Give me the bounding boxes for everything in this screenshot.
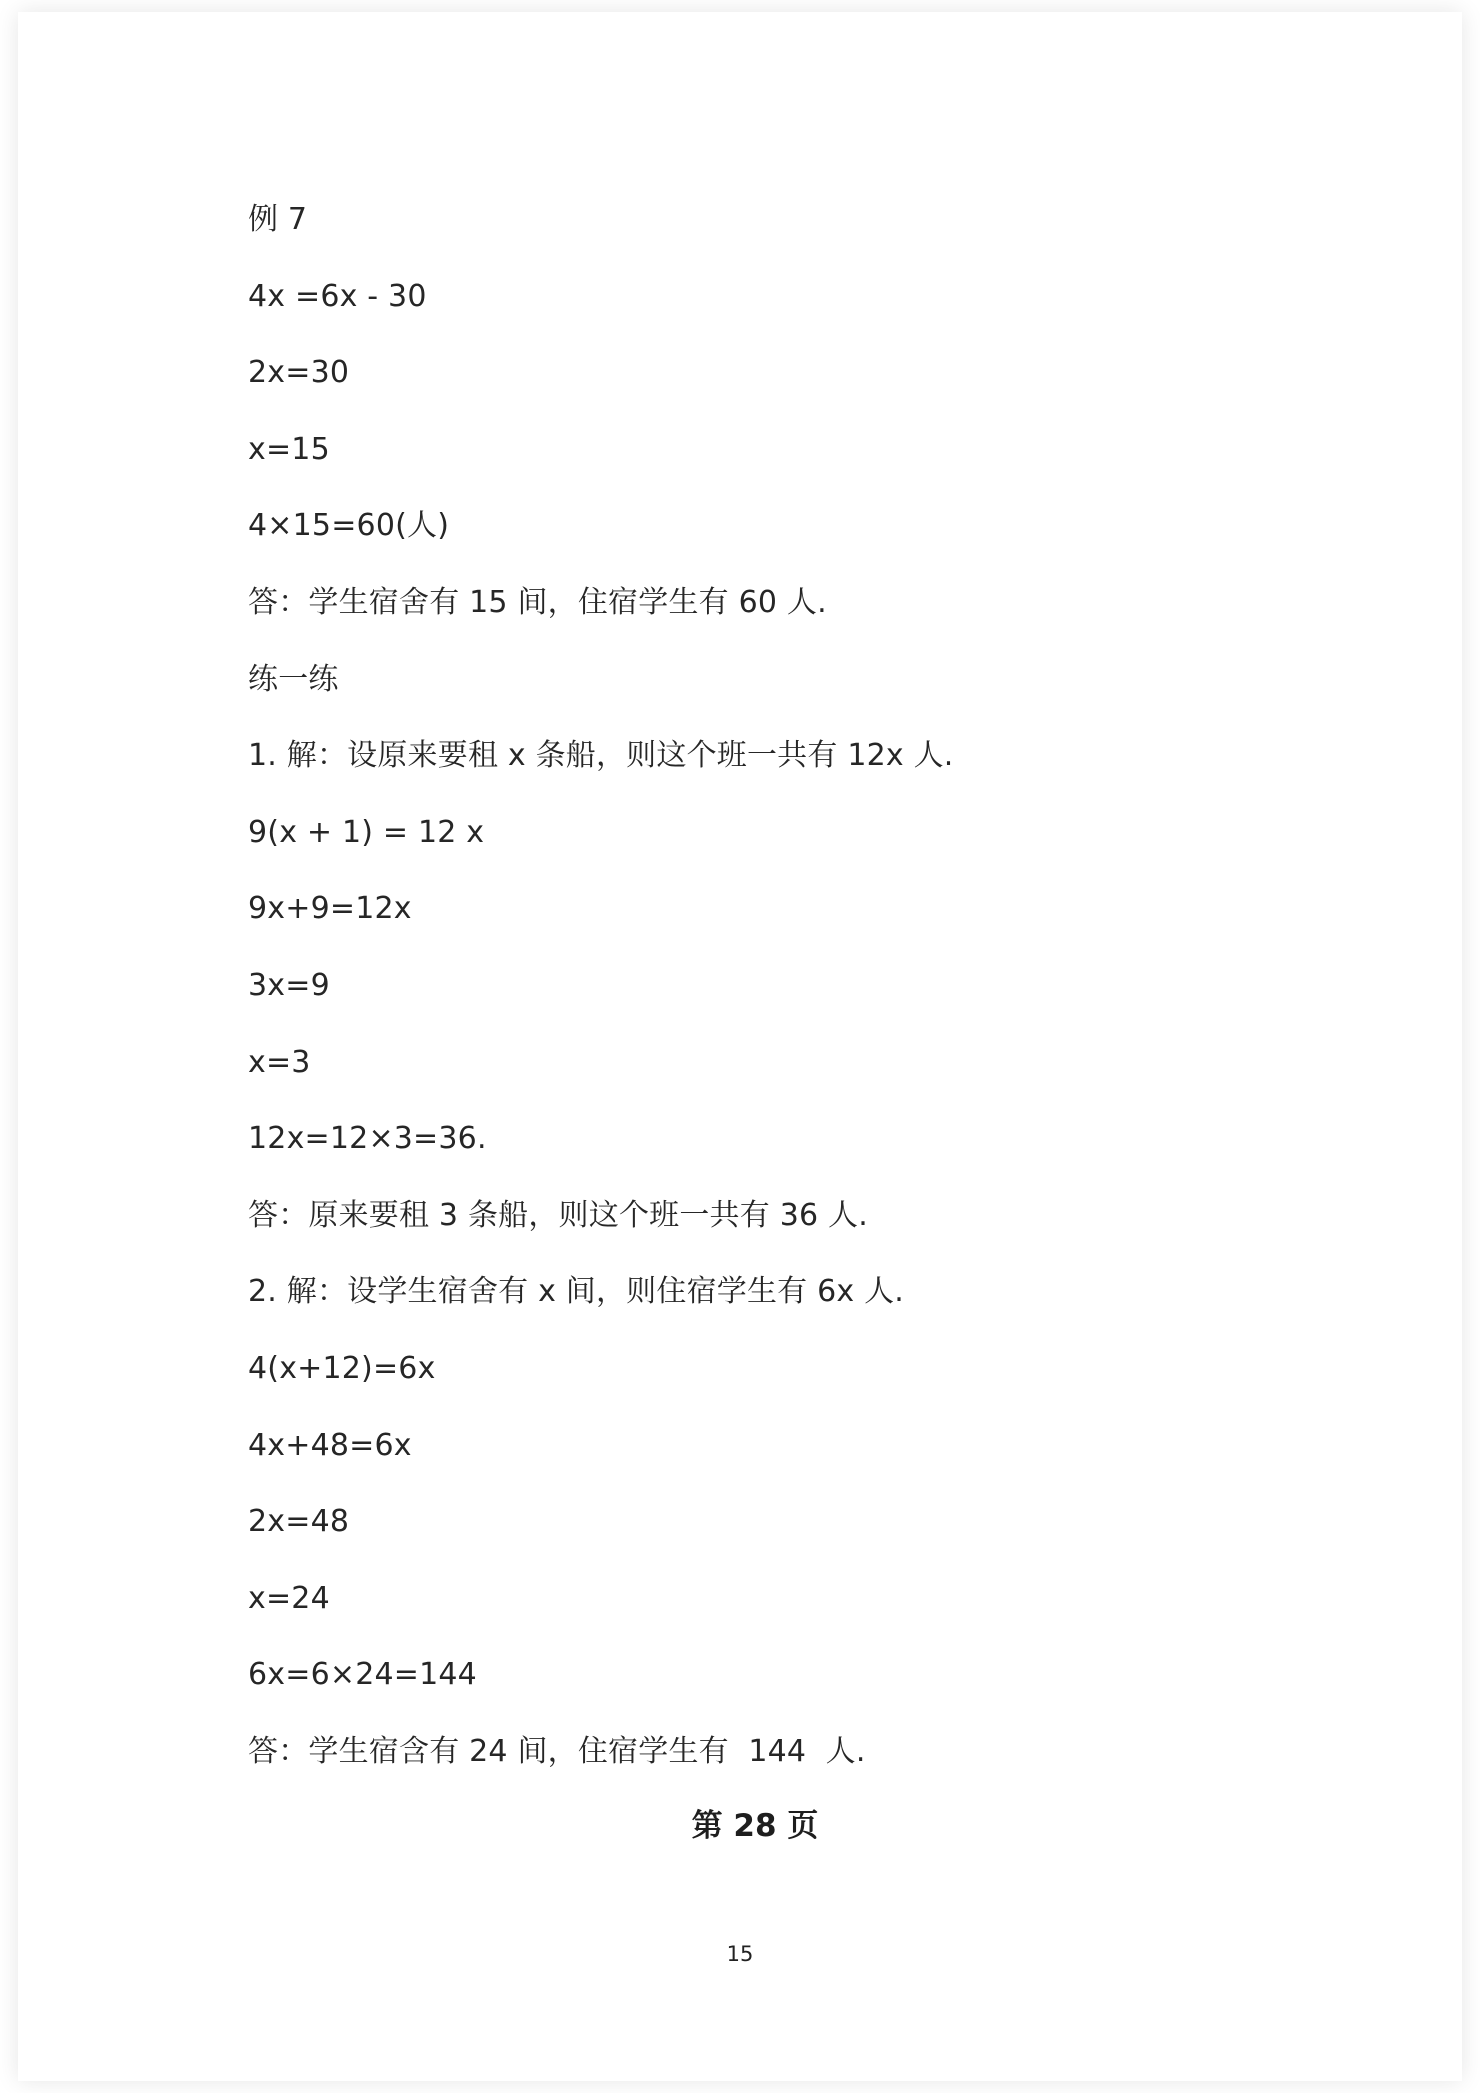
equation-line: 12x=12×3=36. xyxy=(248,1121,487,1157)
problem-statement: 2. 解：设学生宿舍有 x 间，则住宿学生有 6x 人. xyxy=(248,1274,905,1310)
equation-line: x=15 xyxy=(248,431,330,467)
equation-line: 3x=9 xyxy=(248,967,330,1003)
practice-heading: 练一练 xyxy=(248,661,339,697)
equation-line: 6x=6×24=144 xyxy=(248,1657,477,1693)
equation-line: 4x+48=6x xyxy=(248,1427,412,1463)
answer-line: 答：学生宿含有 24 间，住宿学生有 144 人. xyxy=(248,1733,866,1769)
equation-line: 2x=30 xyxy=(248,355,350,391)
section-heading: 第 28 页 xyxy=(691,1808,819,1844)
equation-line: 9x+9=12x xyxy=(248,891,412,927)
answer-line: 答：学生宿舍有 15 间，住宿学生有 60 人. xyxy=(248,584,827,620)
equation-line: 4×15=60(人) xyxy=(248,508,450,544)
problem-statement: 1. 解：设原来要租 x 条船，则这个班一共有 12x 人. xyxy=(248,738,954,774)
example-label: 例 7 xyxy=(248,202,308,237)
page-number: 15 xyxy=(726,1942,754,1966)
equation-line: 4(x+12)=6x xyxy=(248,1350,436,1386)
answer-line: 答：原来要租 3 条船，则这个班一共有 36 人. xyxy=(248,1197,868,1233)
equation-line: 9(x + 1) = 12 x xyxy=(248,814,485,850)
equation-line: x=3 xyxy=(248,1044,311,1080)
equation-line: x=24 xyxy=(248,1580,330,1616)
equation-line: 2x=48 xyxy=(248,1504,350,1540)
document-body xyxy=(248,194,1248,1802)
equation-line: 4x =6x - 30 xyxy=(248,278,427,314)
